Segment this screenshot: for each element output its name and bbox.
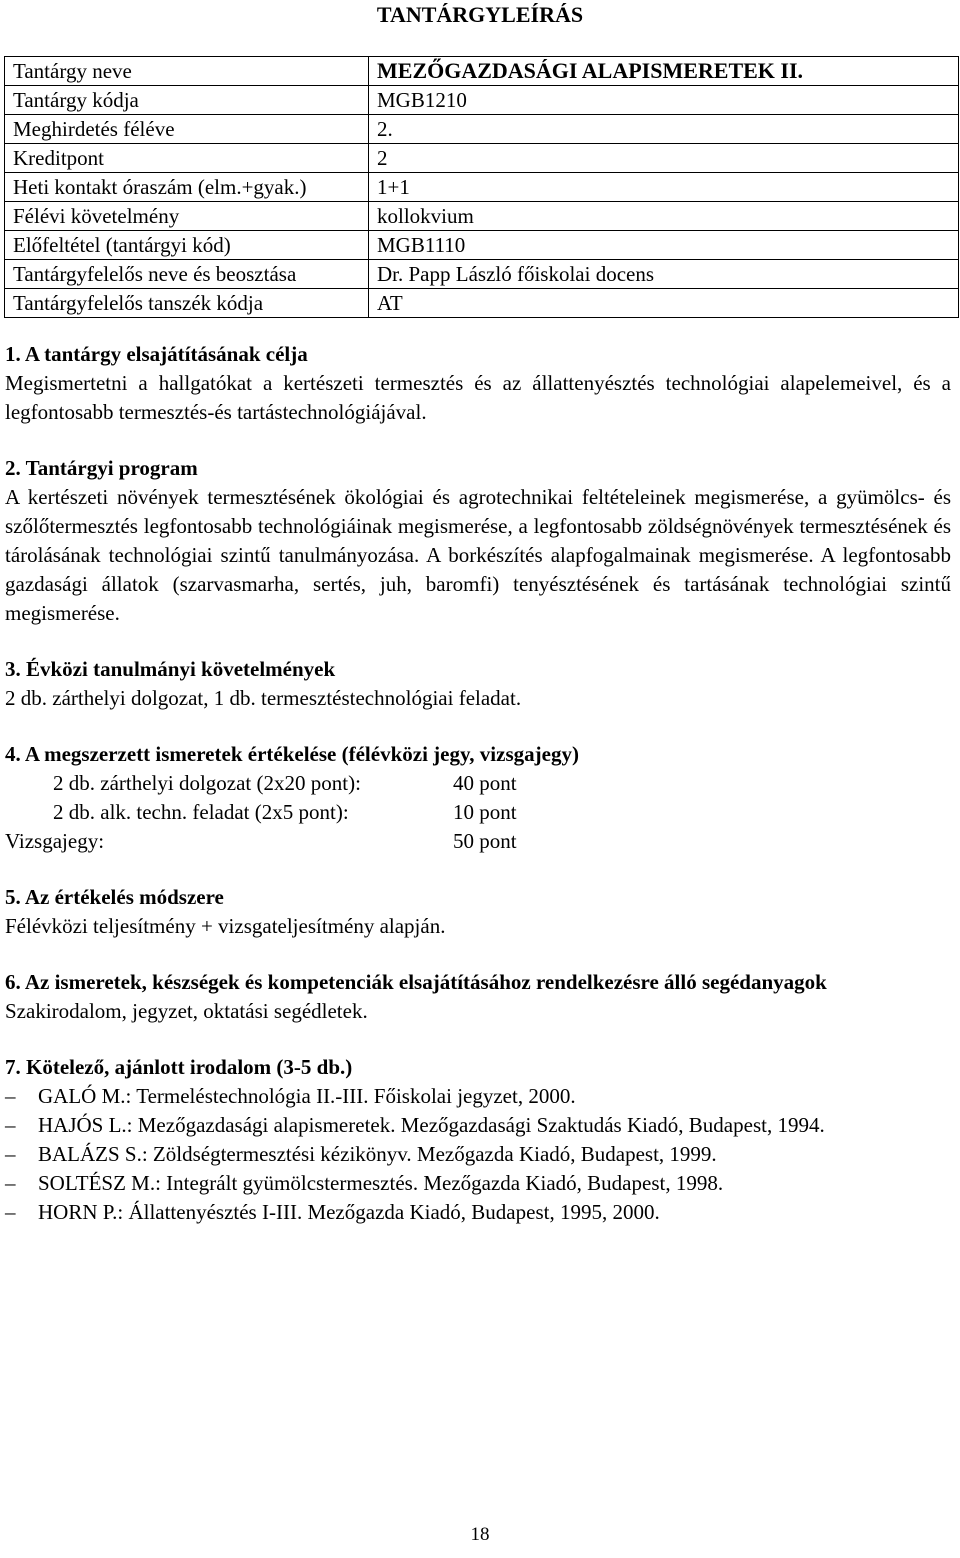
grade-value: 40 pont	[453, 771, 517, 795]
section-heading: 4. A megszerzett ismeretek értékelése (félévközi jegy, vizsgajegy)	[5, 742, 579, 766]
section-method	[5, 883, 951, 941]
literature-item	[5, 1082, 951, 1111]
info-label: Tantárgyfelelős neve és beosztása	[5, 260, 369, 289]
section-heading: 7. Kötelező, ajánlott irodalom (3-5 db.)	[5, 1055, 353, 1079]
info-value: 2	[369, 144, 959, 173]
section-heading: 2. Tantárgyi program	[5, 456, 198, 480]
info-label: Tantárgyfelelős tanszék kódja	[5, 289, 369, 318]
info-row-requirement	[5, 202, 959, 231]
grade-label: Vizsgajegy:	[5, 829, 105, 853]
info-value: kollokvium	[369, 202, 959, 231]
grade-value: 10 pont	[453, 800, 517, 824]
info-row-prerequisite	[5, 231, 959, 260]
info-label: Tantárgy neve	[5, 57, 369, 86]
info-row-credits	[5, 144, 959, 173]
info-label: Előfeltétel (tantárgyi kód)	[5, 231, 369, 260]
page-title: TANTÁRGYLEÍRÁS	[376, 2, 584, 27]
info-value: 1+1	[369, 173, 959, 202]
section-text: A kertészeti növények termesztésének ökológiai és agrotechnikai feltételeinek megismerése, a gyümölcs- és szőlőtermesztés legfontosabb technológiáinak megismerése, a legfontosabb zöldségnövények termesztésének és tárolásának technológiai szintű tanulmányozása. A borkészítés alapfogalmainak megismerése. A legfontosabb gazdasági állatok (szarvasmarha, sertés, juh, baromfi) tenyésztésének és tartásának technológiai szintű megismerése.	[5, 485, 951, 625]
info-value: MGB1110	[369, 231, 959, 260]
dash-bullet-icon: –	[5, 1142, 16, 1166]
literature-item	[5, 1111, 951, 1140]
section-objective	[5, 340, 951, 427]
info-row-semester	[5, 115, 959, 144]
info-row-responsible	[5, 260, 959, 289]
section-text: Félévközi teljesítmény + vizsgateljesítmény alapján.	[5, 914, 446, 938]
literature-text: BALÁZS S.: Zöldségtermesztési kézikönyv. Mezőgazda Kiadó, Budapest, 1999.	[38, 1142, 717, 1166]
dash-bullet-icon: –	[5, 1113, 16, 1137]
literature-item	[5, 1140, 951, 1169]
section-program	[5, 454, 951, 628]
section-materials	[5, 968, 951, 1026]
literature-text: GALÓ M.: Termeléstechnológia II.-III. Főiskolai jegyzet, 2000.	[38, 1084, 576, 1108]
info-value: MGB1210	[369, 86, 959, 115]
dash-bullet-icon: –	[5, 1084, 16, 1108]
grade-label: 2 db. alk. techn. feladat (2x5 pont):	[53, 800, 349, 824]
section-heading: 6. Az ismeretek, készségek és kompetenciák elsajátításához rendelkezésre álló segédanyagok	[5, 970, 827, 994]
section-text: 2 db. zárthelyi dolgozat, 1 db. termesztéstechnológiai feladat.	[5, 686, 522, 710]
info-label: Félévi követelmény	[5, 202, 369, 231]
document-body	[5, 340, 951, 1254]
info-row-department	[5, 289, 959, 318]
grade-row	[5, 769, 951, 798]
info-label: Kreditpont	[5, 144, 369, 173]
section-evaluation	[5, 740, 951, 856]
info-row-subject-name	[5, 57, 959, 86]
info-label: Meghirdetés féléve	[5, 115, 369, 144]
info-value: Dr. Papp László főiskolai docens	[369, 260, 959, 289]
subject-info-table	[4, 56, 959, 318]
grade-label: 2 db. zárthelyi dolgozat (2x20 pont):	[53, 771, 361, 795]
section-heading: 3. Évközi tanulmányi követelmények	[5, 657, 336, 681]
info-value: AT	[369, 289, 959, 318]
section-text: Megismertetni a hallgatókat a kertészeti termesztés és az állattenyésztés technológiai alapelemeivel, és a legfontosabb termesztés-és tartástechnológiájával.	[5, 371, 951, 424]
literature-text: HORN P.: Állattenyésztés I-III. Mezőgazda Kiadó, Budapest, 1995, 2000.	[38, 1200, 660, 1224]
literature-item	[5, 1198, 951, 1227]
page-number: 18	[470, 1524, 490, 1545]
info-row-contact-hours	[5, 173, 959, 202]
info-value: 2.	[369, 115, 959, 144]
dash-bullet-icon: –	[5, 1171, 16, 1195]
dash-bullet-icon: –	[5, 1200, 16, 1224]
grade-row	[5, 827, 951, 856]
literature-item	[5, 1169, 951, 1198]
literature-text: SOLTÉSZ M.: Integrált gyümölcstermesztés. Mezőgazda Kiadó, Budapest, 1998.	[38, 1171, 724, 1195]
section-heading: 5. Az értékelés módszere	[5, 885, 224, 909]
info-value: MEZŐGAZDASÁGI ALAPISMERETEK II.	[369, 57, 959, 86]
section-requirements	[5, 655, 951, 713]
info-label: Tantárgy kódja	[5, 86, 369, 115]
section-literature	[5, 1053, 951, 1227]
info-label: Heti kontakt óraszám (elm.+gyak.)	[5, 173, 369, 202]
literature-text: HAJÓS L.: Mezőgazdasági alapismeretek. Mezőgazdasági Szaktudás Kiadó, Budapest, 1994.	[38, 1113, 825, 1137]
section-heading: 1. A tantárgy elsajátításának célja	[5, 342, 308, 366]
info-row-subject-code	[5, 86, 959, 115]
section-text: Szakirodalom, jegyzet, oktatási segédletek.	[5, 999, 368, 1023]
grade-row	[5, 798, 951, 827]
grade-value: 50 pont	[453, 829, 517, 853]
